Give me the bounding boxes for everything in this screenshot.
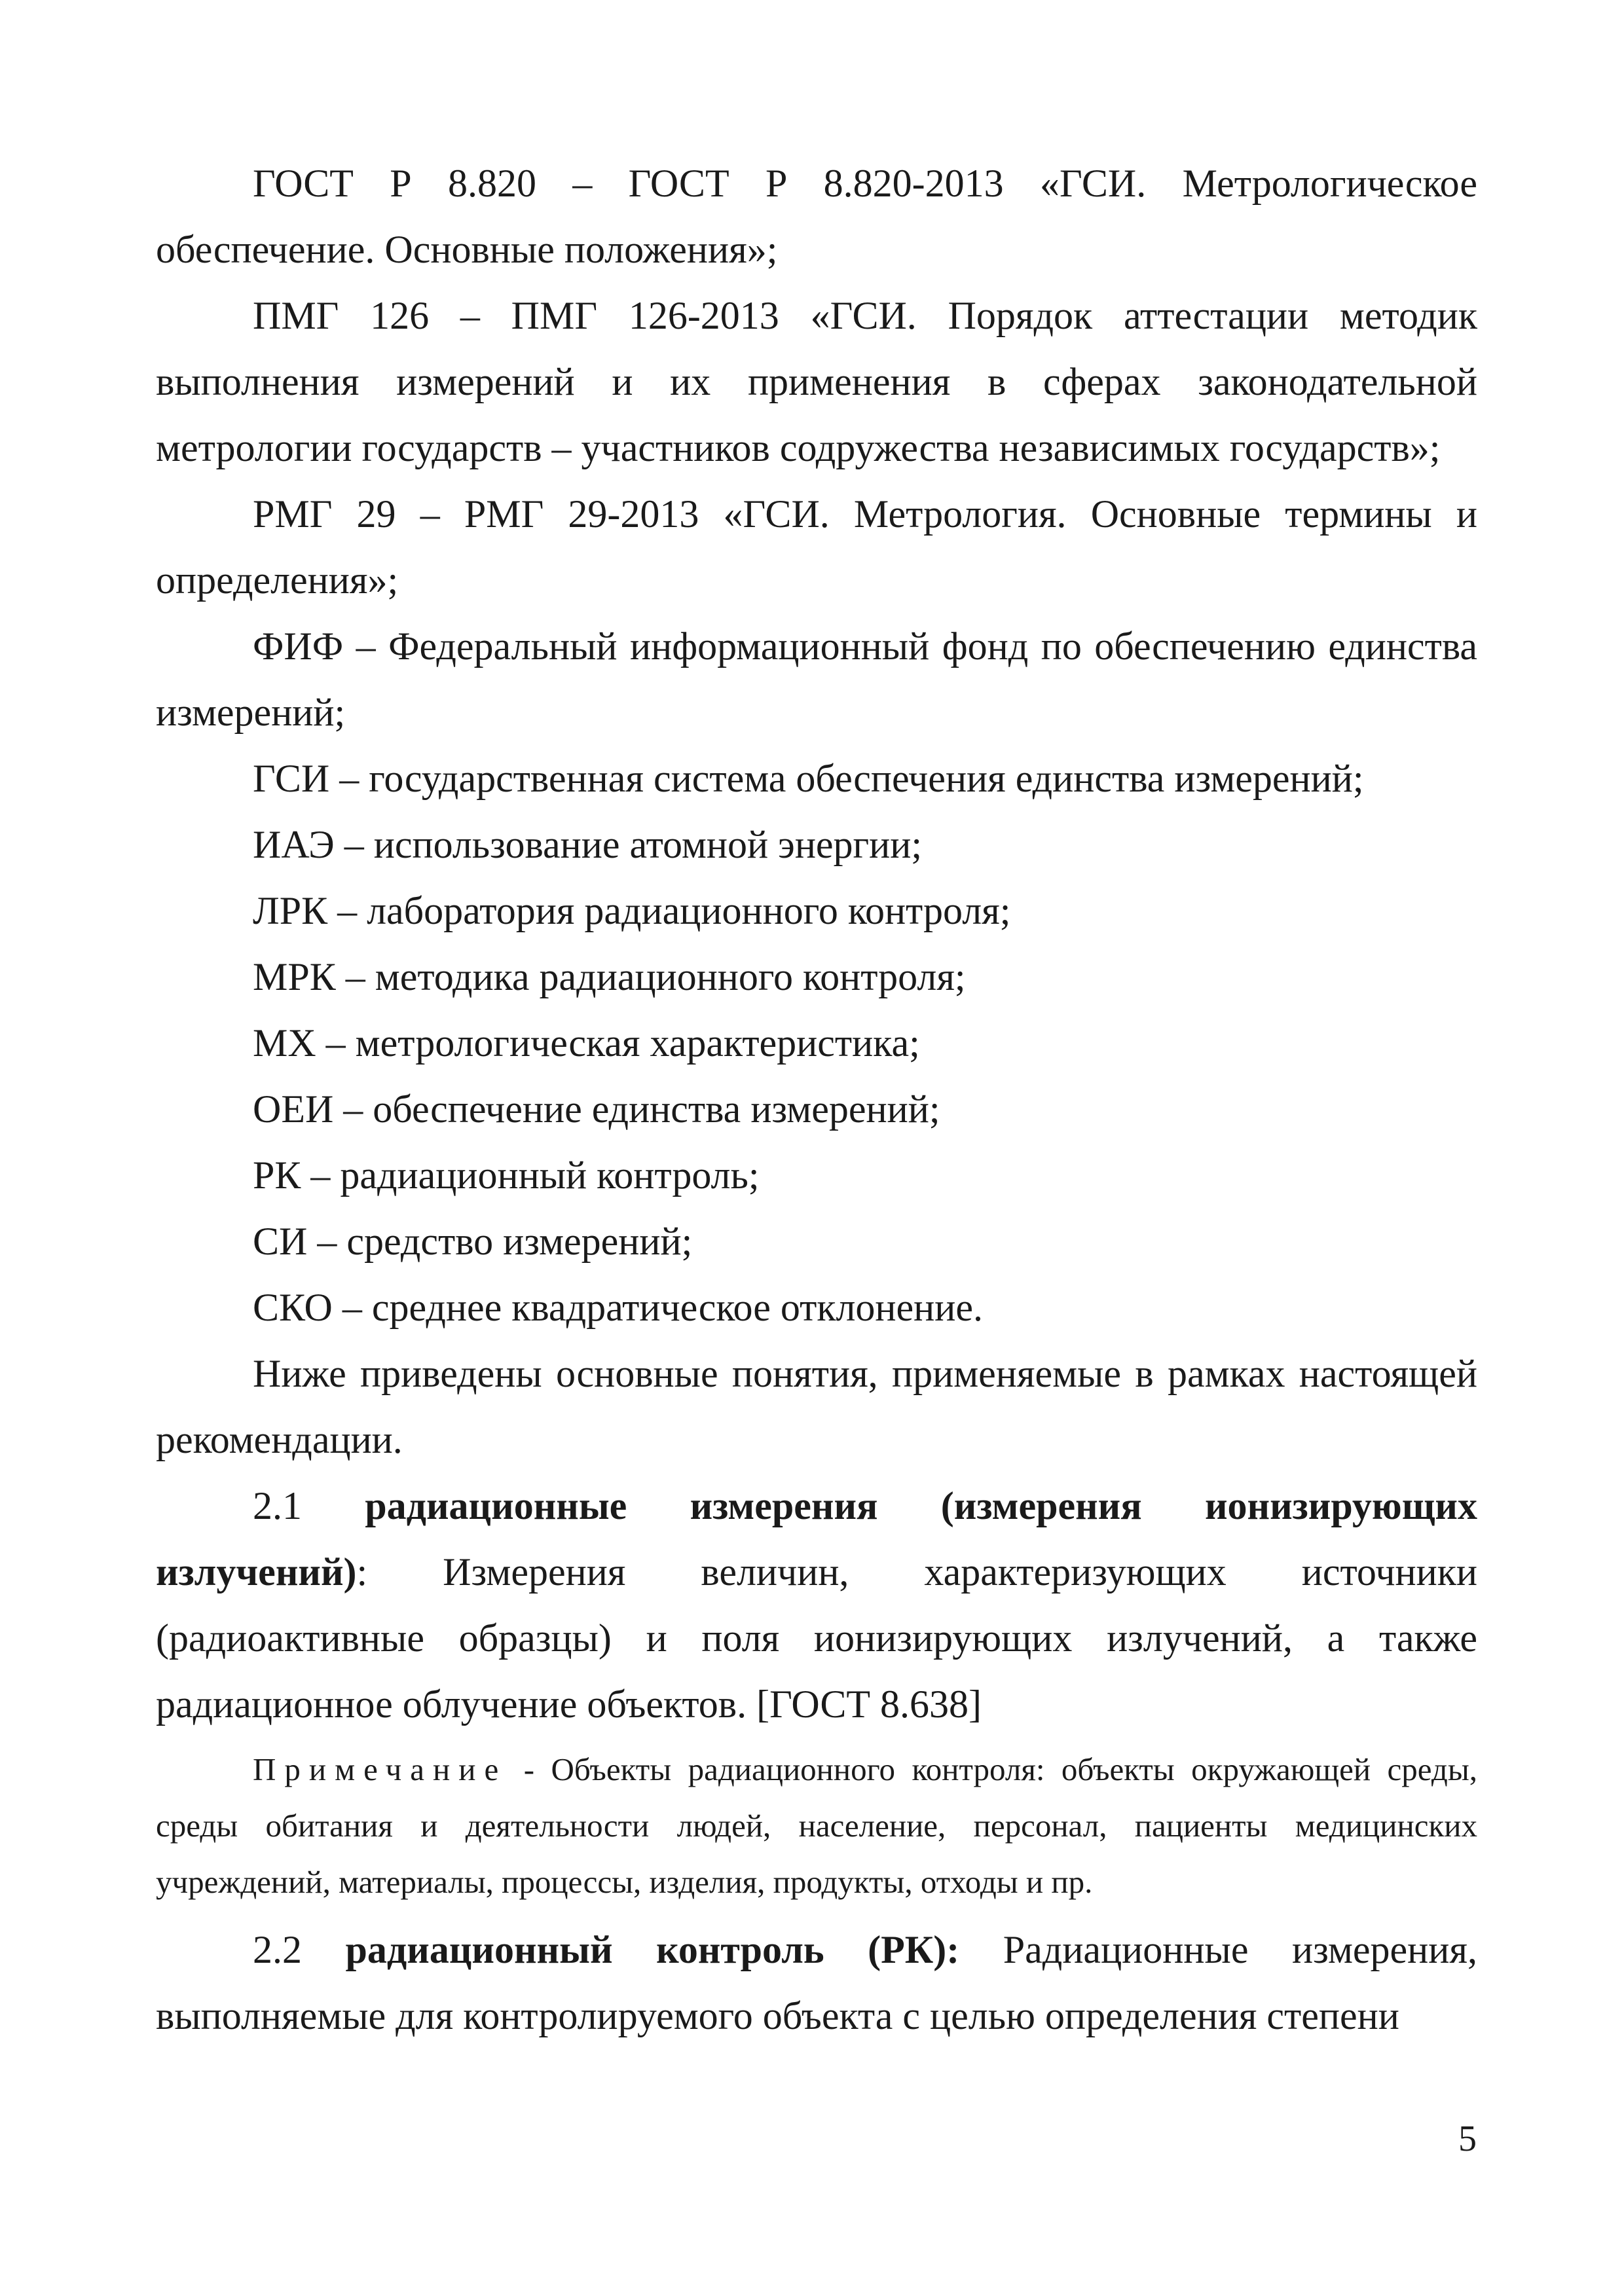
concepts-intro: Ниже приведены основные понятия, применяемые в рамках настоящей рекомендации. [156, 1352, 1477, 1461]
abbreviation-si: СИ – средство измерений; [253, 1220, 693, 1263]
abbreviation-mrk: МРК – методика радиационного контроля; [253, 955, 966, 998]
abbreviation-mh: МХ – метрологическая характеристика; [253, 1021, 920, 1065]
note-label: Примечание [253, 1751, 507, 1787]
term-2-2-title: радиационный контроль (РК): [345, 1928, 960, 1971]
abbreviation-rmg-29: РМГ 29 – РМГ 29-2013 «ГСИ. Метрология. Основные термины и определения»; [156, 492, 1477, 602]
term-2-2 [156, 1917, 1477, 2049]
note-text: - Объекты радиационного контроля: объекты окружающей среды, среды обитания и деятельности людей, население, персонал, пациенты медицинских учреждений, материалы, процессы, изделия, продукты, отходы и пр. [156, 1751, 1477, 1900]
term-2-1-number: 2.1 [253, 1484, 302, 1527]
abbreviation-fif: ФИФ – Федеральный информационный фонд по обеспечению единства измерений; [156, 625, 1477, 734]
page-number: 5 [1458, 2119, 1477, 2159]
abbreviation-gost-r-8-820: ГОСТ Р 8.820 – ГОСТ Р 8.820-2013 «ГСИ. Метрологическое обеспечение. Основные положения»; [156, 162, 1477, 271]
term-2-1-definition: Измерения величин, характеризующих источники (радиоактивные образцы) и поля ионизирующих излучений, а также радиационное облучение объектов. [ГОСТ 8.638] [156, 1550, 1478, 1726]
abbreviation-rk: РК – радиационный контроль; [253, 1154, 760, 1197]
term-2-1-title: радиационные измерения (измерения ионизирующих излучений) [156, 1484, 1477, 1594]
abbreviation-pmg-126: ПМГ 126 – ПМГ 126-2013 «ГСИ. Порядок аттестации методик выполнения измерений и их применения в сферах законодательной метрологии государств – участников содружества независимых государств»; [156, 294, 1477, 469]
term-2-2-definition: Радиационные измерения, выполняемые для контролируемого объекта с целью определения степени [156, 1928, 1477, 2037]
document-page [156, 151, 1477, 2049]
abbreviation-oei: ОЕИ – обеспечение единства измерений; [253, 1087, 940, 1131]
term-2-1 [156, 1473, 1477, 1738]
abbreviation-gsi: ГСИ – государственная система обеспечения единства измерений; [253, 757, 1364, 800]
abbreviation-sko: СКО – среднее квадратическое отклонение. [253, 1286, 984, 1329]
term-2-1-colon: : [356, 1550, 368, 1594]
abbreviation-lrk: ЛРК – лаборатория радиационного контроля; [253, 889, 1011, 932]
abbreviation-iae: ИАЭ – использование атомной энергии; [253, 823, 923, 866]
note-paragraph [156, 1738, 1477, 1917]
term-2-2-number: 2.2 [253, 1928, 302, 1971]
